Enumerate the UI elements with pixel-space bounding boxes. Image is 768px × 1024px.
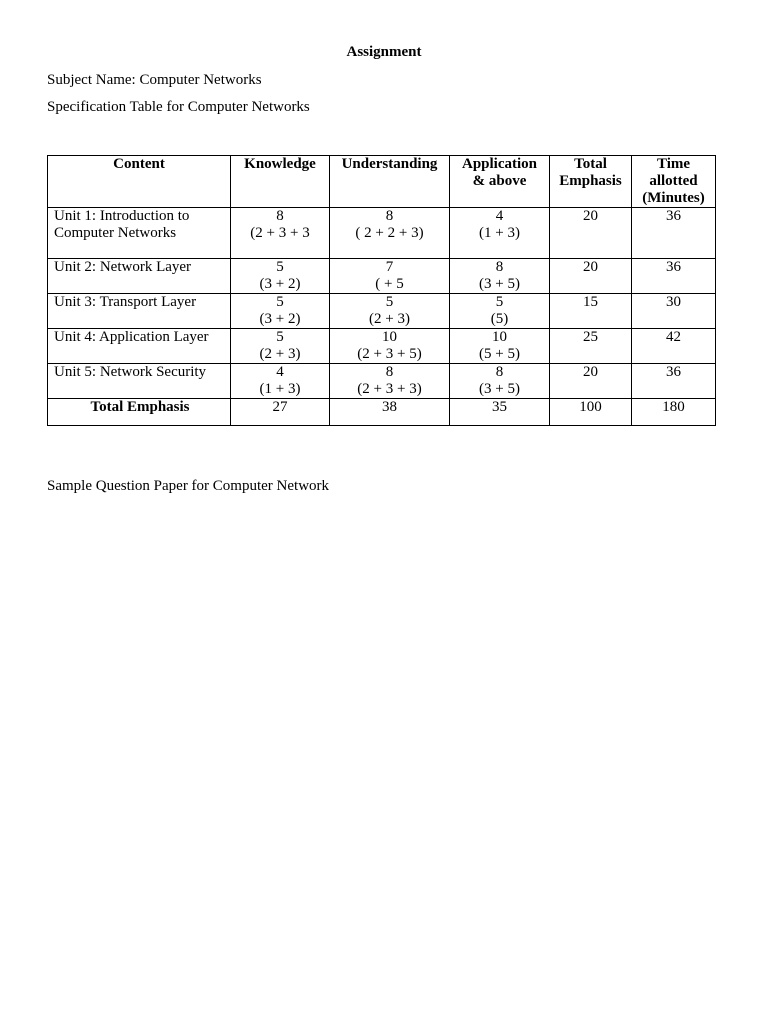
- cell-total: 20: [550, 364, 632, 399]
- cell-value: 8: [385, 364, 394, 380]
- cell-content: [48, 329, 231, 364]
- cell-breakdown: (2 + 3 + 5): [357, 346, 422, 362]
- cell-value: 8: [495, 364, 504, 380]
- cell-value: 4: [495, 208, 504, 224]
- cell-content: [48, 364, 231, 399]
- cell-application: [450, 294, 550, 329]
- cell-time: 36: [632, 208, 716, 259]
- table-row: [48, 364, 716, 399]
- cell-application-total: 35: [450, 399, 550, 426]
- cell-breakdown: ( + 5: [375, 276, 404, 292]
- cell-total: 25: [550, 329, 632, 364]
- cell-value: 8: [495, 259, 504, 275]
- cell-breakdown: (2 + 3 + 3): [357, 381, 422, 397]
- header-text: Total: [574, 156, 607, 172]
- specification-table-title: Specification Table for Computer Networks: [47, 99, 310, 115]
- table-row: [48, 329, 716, 364]
- cell-value: 5: [495, 294, 504, 310]
- cell-knowledge: [231, 329, 330, 364]
- header-text: allotted: [649, 173, 698, 189]
- cell-emphasis-total: 100: [550, 399, 632, 426]
- cell-total: 20: [550, 208, 632, 259]
- sample-question-paper-title: Sample Question Paper for Computer Network: [47, 478, 330, 494]
- cell-text: Unit 4: Application Layer: [54, 329, 209, 345]
- cell-breakdown: (1 + 3): [479, 225, 520, 241]
- cell-text: Unit 2: Network Layer: [54, 259, 192, 275]
- cell-total: 20: [550, 259, 632, 294]
- header-total-emphasis: [550, 156, 632, 208]
- cell-value: 5: [385, 294, 394, 310]
- cell-application: [450, 208, 550, 259]
- header-text: & above: [472, 173, 527, 189]
- header-text: Knowledge: [244, 156, 316, 172]
- cell-value: 5: [276, 329, 284, 345]
- cell-value: 7: [385, 259, 394, 275]
- cell-text: Unit 3: Transport Layer: [54, 294, 197, 310]
- header-application: [450, 156, 550, 208]
- cell-knowledge-total: 27: [231, 399, 330, 426]
- cell-value: 5: [276, 259, 284, 275]
- cell-application: [450, 259, 550, 294]
- table-header-row: [48, 156, 716, 208]
- header-text: Understanding: [341, 156, 438, 172]
- cell-breakdown: (2 + 3 + 3: [250, 225, 310, 241]
- cell-text: Unit 5: Network Security: [54, 364, 207, 380]
- cell-time: 36: [632, 259, 716, 294]
- cell-knowledge: [231, 364, 330, 399]
- cell-breakdown: (3 + 2): [259, 276, 301, 292]
- specification-table: [47, 155, 716, 426]
- cell-breakdown: (5): [490, 311, 509, 327]
- cell-knowledge: [231, 259, 330, 294]
- cell-knowledge: [231, 208, 330, 259]
- cell-time: 42: [632, 329, 716, 364]
- cell-breakdown: (3 + 5): [479, 276, 520, 292]
- header-understanding: [330, 156, 450, 208]
- cell-text: Unit 1: Introduction to: [54, 208, 190, 224]
- table-total-row: [48, 399, 716, 426]
- cell-text: Computer Networks: [54, 225, 177, 241]
- cell-time: 36: [632, 364, 716, 399]
- cell-value: 8: [276, 208, 284, 224]
- cell-total: 15: [550, 294, 632, 329]
- cell-value: 4: [276, 364, 284, 380]
- header-text: Time: [656, 156, 691, 172]
- cell-breakdown: (3 + 2): [259, 311, 301, 327]
- cell-understanding-total: 38: [330, 399, 450, 426]
- cell-value: 5: [276, 294, 284, 310]
- cell-time: 30: [632, 294, 716, 329]
- cell-knowledge: [231, 294, 330, 329]
- header-text: (Minutes): [642, 190, 705, 206]
- cell-value: 10: [382, 329, 397, 345]
- cell-understanding: [330, 364, 450, 399]
- cell-value: 8: [385, 208, 394, 224]
- cell-value: 10: [492, 329, 507, 345]
- table-row: [48, 208, 716, 259]
- cell-breakdown: (5 + 5): [479, 346, 520, 362]
- cell-time-total: 180: [632, 399, 716, 426]
- cell-understanding: [330, 294, 450, 329]
- cell-breakdown: (2 + 3): [259, 346, 301, 362]
- header-text: Content: [113, 156, 165, 172]
- cell-understanding: [330, 329, 450, 364]
- cell-application: [450, 364, 550, 399]
- cell-understanding: [330, 208, 450, 259]
- cell-total-label: Total Emphasis: [48, 399, 231, 426]
- cell-content: [48, 208, 231, 259]
- cell-breakdown: (3 + 5): [479, 381, 520, 397]
- cell-content: [48, 294, 231, 329]
- header-knowledge: [231, 156, 330, 208]
- header-content: [48, 156, 231, 208]
- header-time-allotted: [632, 156, 716, 208]
- subject-name: Subject Name: Computer Networks: [47, 72, 262, 88]
- table-row: [48, 259, 716, 294]
- table-row: [48, 294, 716, 329]
- document-title: Assignment: [346, 44, 422, 60]
- header-text: Emphasis: [559, 173, 622, 189]
- cell-breakdown: (1 + 3): [259, 381, 301, 397]
- cell-content: [48, 259, 231, 294]
- cell-understanding: [330, 259, 450, 294]
- header-text: Application: [461, 156, 537, 172]
- cell-breakdown: (2 + 3): [369, 311, 410, 327]
- cell-breakdown: ( 2 + 2 + 3): [355, 225, 424, 241]
- cell-application: [450, 329, 550, 364]
